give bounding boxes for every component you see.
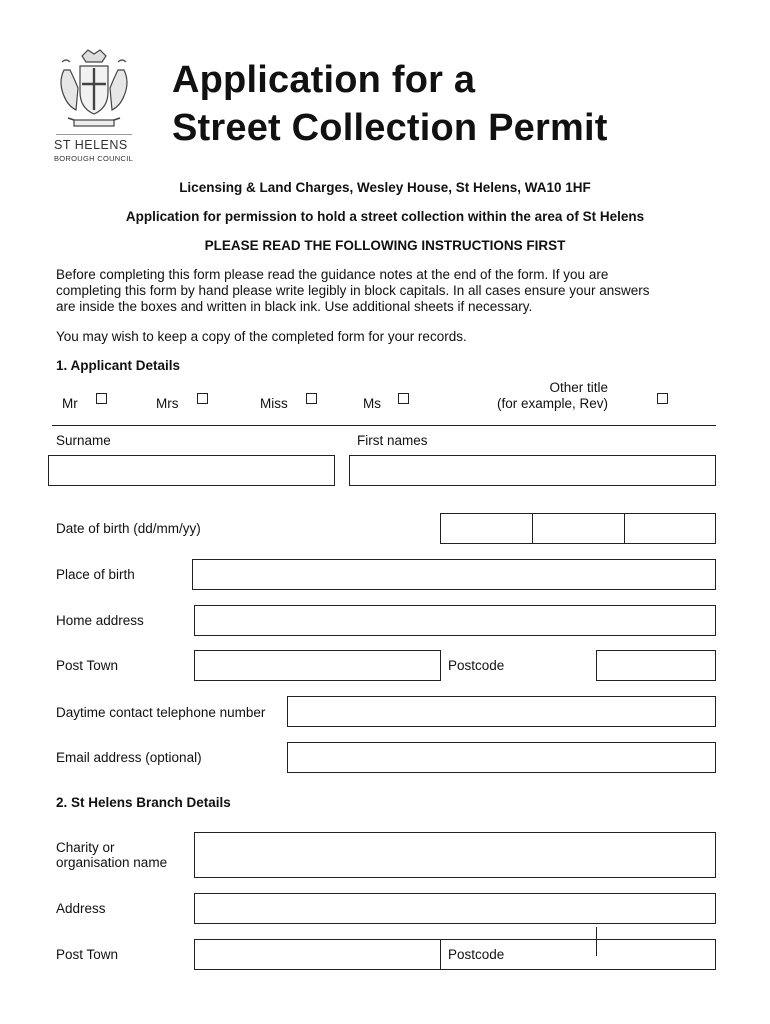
dob-day-input[interactable]: [440, 513, 533, 544]
address-line: Licensing & Land Charges, Wesley House, St Helens, WA10 1HF: [179, 180, 591, 195]
section1-heading: 1. Applicant Details: [56, 358, 181, 373]
email-input[interactable]: [287, 742, 716, 773]
title-other-label-line2: (for example, Rev): [496, 396, 608, 411]
branch-address-label: Address: [56, 901, 106, 916]
first-names-input[interactable]: [349, 455, 716, 486]
title-mr-checkbox[interactable]: [96, 393, 107, 404]
logo-name: ST HELENS: [54, 138, 128, 152]
cursor-mark: [596, 927, 597, 956]
branch-address-input[interactable]: [194, 893, 716, 924]
dob-year-input[interactable]: [624, 513, 716, 544]
branch-postcode-divider: [440, 939, 441, 970]
title-mrs-checkbox[interactable]: [197, 393, 208, 404]
instructions-line2: completing this form by hand please write legibly in block capitals. In all cases ensure your answers: [56, 283, 650, 298]
charity-name-input[interactable]: [194, 832, 716, 878]
email-label: Email address (optional): [56, 750, 202, 765]
coat-of-arms-icon: [52, 48, 136, 132]
logo-divider: [56, 134, 132, 135]
dob-month-input[interactable]: [532, 513, 625, 544]
phone-input[interactable]: [287, 696, 716, 727]
place-of-birth-input[interactable]: [192, 559, 716, 590]
charity-label-line1: Charity or: [56, 840, 115, 855]
instructions-heading: PLEASE READ THE FOLLOWING INSTRUCTIONS FIRST: [204, 238, 566, 253]
title-miss-checkbox[interactable]: [306, 393, 317, 404]
branch-postcode-label: Postcode: [448, 947, 505, 962]
title-ms-label: Ms: [363, 396, 381, 411]
title-other-checkbox[interactable]: [657, 393, 668, 404]
section1-divider: [52, 425, 716, 426]
copy-note: You may wish to keep a copy of the completed form for your records.: [56, 329, 467, 344]
post-town-label: Post Town: [56, 658, 119, 673]
council-logo: [52, 48, 142, 164]
dob-label: Date of birth (dd/mm/yy): [56, 521, 201, 536]
place-of-birth-label: Place of birth: [56, 567, 135, 582]
surname-label: Surname: [56, 433, 111, 448]
page-title-line2: Street Collection Permit: [172, 107, 608, 149]
title-miss-label: Miss: [260, 396, 288, 411]
postcode-label: Postcode: [448, 658, 505, 673]
charity-label-line2: organisation name: [56, 855, 168, 870]
home-address-input[interactable]: [194, 605, 716, 636]
title-mr-label: Mr: [62, 396, 78, 411]
title-other-label-line1: Other title: [549, 380, 608, 395]
post-town-input[interactable]: [194, 650, 441, 681]
purpose-line: Application for permission to hold a street collection within the area of St Helens: [125, 209, 645, 224]
postcode-input[interactable]: [596, 650, 716, 681]
logo-sub: BOROUGH COUNCIL: [54, 154, 134, 163]
section2-heading: 2. St Helens Branch Details: [56, 795, 231, 810]
instructions-line1: Before completing this form please read the guidance notes at the end of the form. If you are: [56, 267, 609, 282]
phone-label: Daytime contact telephone number: [56, 705, 266, 720]
surname-input[interactable]: [48, 455, 335, 486]
page-title-line1: Application for a: [172, 59, 476, 101]
title-ms-checkbox[interactable]: [398, 393, 409, 404]
home-address-label: Home address: [56, 613, 144, 628]
title-mrs-label: Mrs: [156, 396, 179, 411]
first-names-label: First names: [357, 433, 428, 448]
instructions-line3: are inside the boxes and written in black ink. Use additional sheets if necessary.: [56, 299, 533, 314]
branch-post-town-label: Post Town: [56, 947, 119, 962]
